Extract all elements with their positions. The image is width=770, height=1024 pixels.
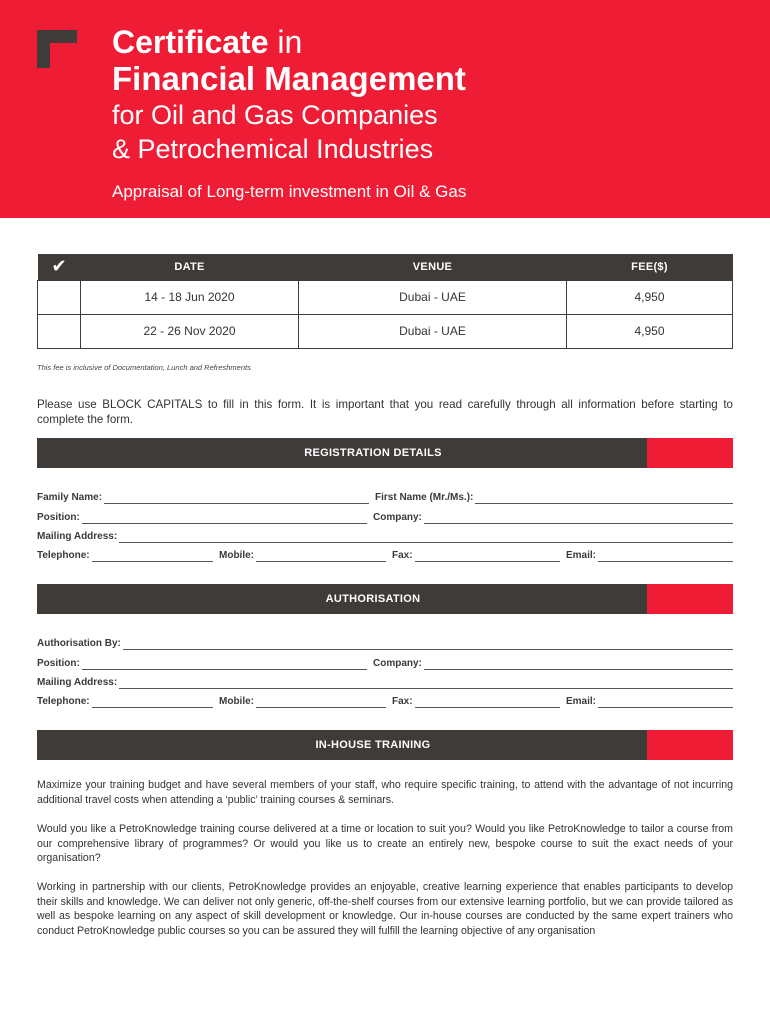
authorisation-form — [37, 631, 733, 708]
email-field[interactable] — [598, 552, 733, 562]
fee-cell: 4,950 — [567, 280, 733, 314]
email-field[interactable] — [598, 698, 733, 708]
fee-column-header: FEE($) — [567, 254, 733, 280]
company-label: Company: — [373, 657, 422, 669]
title-line-1: Certificate in — [112, 24, 303, 60]
first-name-field[interactable] — [475, 494, 733, 504]
title-block — [112, 24, 752, 203]
date-column-header: DATE — [81, 254, 299, 280]
mailing-address-label: Mailing Address: — [37, 676, 118, 688]
date-cell: 14 - 18 Jun 2020 — [81, 280, 299, 314]
mailing-address-label: Mailing Address: — [37, 530, 118, 542]
inhouse-heading-bar — [37, 730, 733, 760]
position-label: Position: — [37, 511, 80, 523]
select-checkbox[interactable] — [38, 314, 81, 348]
company-label: Company: — [373, 511, 422, 523]
position-field[interactable] — [82, 514, 367, 524]
red-tab — [647, 438, 733, 468]
schedule-header-row — [38, 254, 733, 280]
telephone-field[interactable] — [92, 698, 213, 708]
registration-heading-bar — [37, 438, 733, 468]
intro-text: Please use BLOCK CAPITALS to fill in this form. It is important that you read carefully through all information before starting to complete the form. — [37, 398, 733, 426]
venue-cell: Dubai - UAE — [299, 280, 567, 314]
title-line-2: Financial Management — [112, 60, 466, 97]
registration-heading: REGISTRATION DETAILS — [304, 447, 442, 459]
registration-form — [37, 485, 733, 562]
date-cell: 22 - 26 Nov 2020 — [81, 314, 299, 348]
company-field[interactable] — [424, 660, 733, 670]
inhouse-heading: IN-HOUSE TRAINING — [315, 739, 431, 751]
telephone-field[interactable] — [92, 552, 213, 562]
mobile-label: Mobile: — [219, 696, 254, 708]
authorisation-by-field[interactable] — [123, 640, 733, 650]
fax-label: Fax: — [392, 550, 413, 562]
family-name-field[interactable] — [104, 494, 369, 504]
first-name-label: First Name (Mr./Ms.): — [375, 492, 474, 504]
position-field[interactable] — [82, 660, 367, 670]
authorisation-heading-bar — [37, 584, 733, 614]
inhouse-paragraph-2: Would you like a PetroKnowledge training course delivered at a time or location to suit you? Would you like PetroKnowledge to tailor a course from our comprehensive library of programmes? Or would you like us to create an entirely new, bespoke course to suit the exact needs of your organisation? — [37, 823, 733, 864]
select-checkbox[interactable] — [38, 280, 81, 314]
email-label: Email: — [566, 696, 597, 708]
authorisation-heading: AUTHORISATION — [325, 593, 421, 605]
fee-cell: 4,950 — [567, 314, 733, 348]
table-row — [38, 280, 733, 314]
inhouse-paragraph-1: Maximize your training budget and have several members of your staff, who require specific training, to attend with the advantage of not incurring additional travel costs when attending a ‘public’ training courses & seminars. — [37, 779, 733, 806]
checkmark-icon: ✔ — [38, 254, 81, 280]
fee-note: This fee is inclusive of Documentation, Lunch and Refreshments — [37, 363, 251, 372]
mailing-address-field[interactable] — [119, 533, 733, 543]
position-label: Position: — [37, 657, 80, 669]
mailing-address-field[interactable] — [119, 679, 733, 689]
mobile-field[interactable] — [256, 698, 386, 708]
inhouse-paragraph-3: Working in partnership with our clients, PetroKnowledge provides an enjoyable, creative learning experience that enables participants to develop their skills and knowledge. We can deliver not only generic, off-the-shelf courses from our extensive learning portfolio, but we can provide tailored as well as bespoke learning on any aspect of skill development or knowledge. Our in-house courses are conducted by the same expert trainers who conduct PetroKnowledge public courses so you can be assured they will fulfill the learning objective of any organisation — [37, 881, 733, 937]
venue-cell: Dubai - UAE — [299, 314, 567, 348]
mobile-field[interactable] — [256, 552, 386, 562]
red-tab — [647, 584, 733, 614]
telephone-label: Telephone: — [37, 550, 90, 562]
family-name-label: Family Name: — [37, 492, 103, 504]
red-tab — [647, 730, 733, 760]
schedule-table — [37, 254, 733, 349]
authorisation-by-label: Authorisation By: — [37, 638, 121, 650]
venue-column-header: VENUE — [299, 254, 567, 280]
company-field[interactable] — [424, 514, 733, 524]
title-line-4: & Petrochemical Industries — [112, 134, 434, 164]
header-banner — [0, 0, 770, 218]
title-line-3: for Oil and Gas Companies — [112, 100, 438, 130]
mobile-label: Mobile: — [219, 550, 254, 562]
brand-logo-icon — [37, 30, 77, 68]
subtitle: Appraisal of Long-term investment in Oil & Gas — [112, 182, 467, 201]
fax-label: Fax: — [392, 696, 413, 708]
table-row — [38, 314, 733, 348]
fax-field[interactable] — [415, 698, 560, 708]
email-label: Email: — [566, 550, 597, 562]
fax-field[interactable] — [415, 552, 560, 562]
telephone-label: Telephone: — [37, 696, 90, 708]
